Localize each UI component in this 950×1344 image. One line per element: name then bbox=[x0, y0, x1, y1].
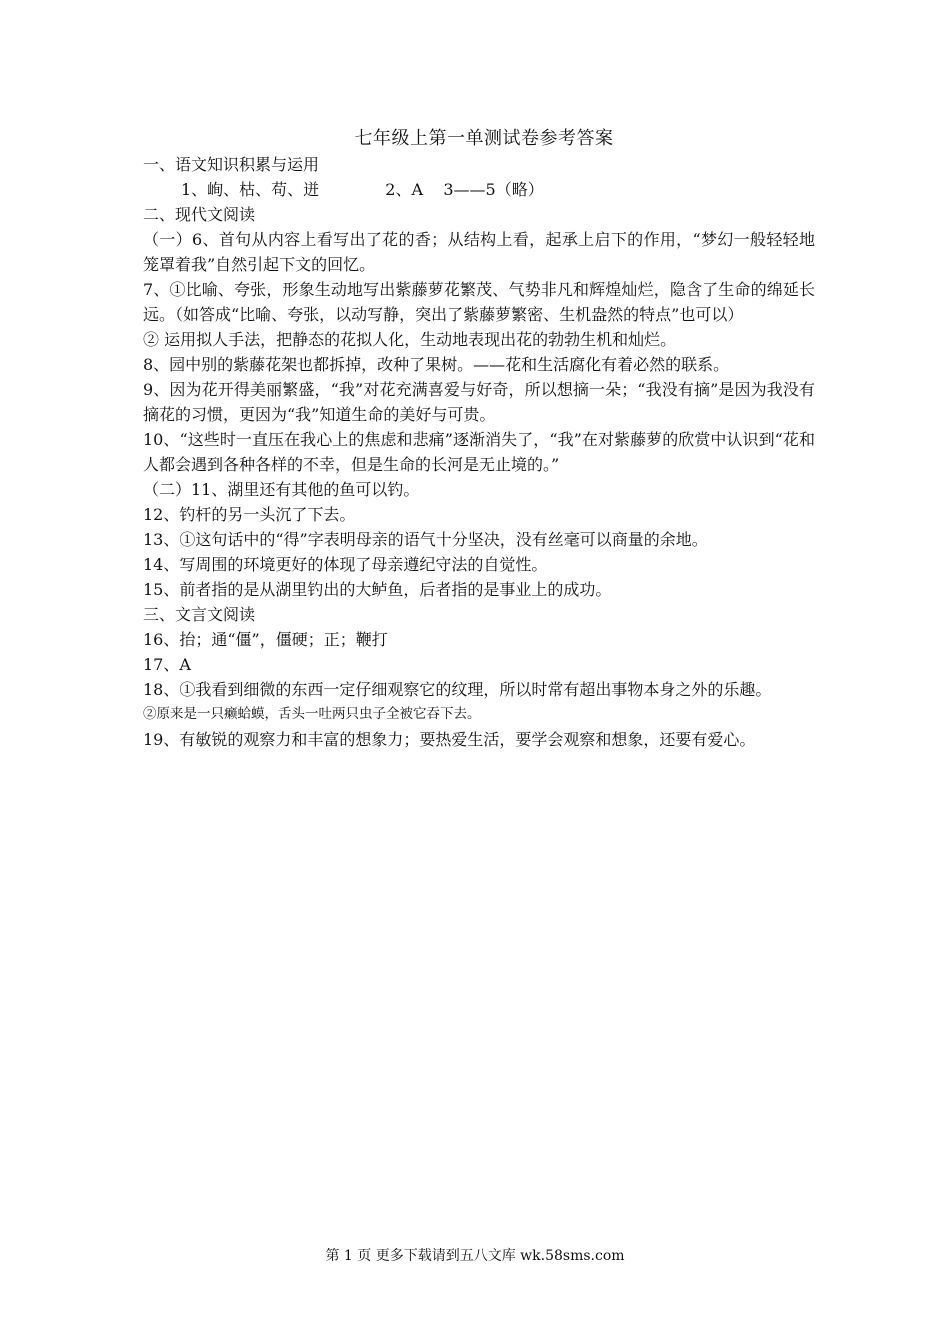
answer-q8: 8、园中别的紫藤花架也都拆掉，改种了果树。——花和生活腐化有着必然的联系。 bbox=[143, 355, 730, 374]
answer-sheet bbox=[143, 126, 815, 752]
answer-q10: 10、“这些时一直压在我心上的焦虑和悲痛”逐渐消失了，“我”在对紫藤萝的欣赏中认识到“花和人都会遇到各种各样的不幸，但是生命的长河是无止境的。” bbox=[143, 430, 815, 474]
page-footer: 第 1 页 更多下载请到五八文库 wk.58sms.com bbox=[325, 1248, 625, 1264]
answer-q6: （一）6、首句从内容上看写出了花的香；从结构上看，起承上启下的作用，“梦幻一般轻轻地笼罩着我”自然引起下文的回忆。 bbox=[143, 230, 815, 274]
answer-q18-part1: 18、①我看到细微的东西一定仔细观察它的纹理，所以时常有超出事物本身之外的乐趣。 bbox=[143, 680, 772, 699]
section-heading-2: 二、现代文阅读 bbox=[143, 205, 256, 224]
answer-q15: 15、前者指的是从湖里钓出的大鲈鱼，后者指的是事业上的成功。 bbox=[143, 580, 612, 599]
answer-q17: 17、A bbox=[143, 655, 191, 674]
answer-q7-part2: ② 运用拟人手法，把静态的花拟人化，生动地表现出花的勃勃生机和灿烂。 bbox=[143, 330, 677, 349]
answer-q11: （二）11、湖里还有其他的鱼可以钓。 bbox=[143, 480, 420, 499]
answer-q7-part1: 7、①比喻、夸张，形象生动地写出紫藤萝花繁茂、气势非凡和辉煌灿烂，隐含了生命的绵延长远。（如答成“比喻、夸张，以动写静，突出了紫藤萝繁密、生机盎然的特点”也可以） bbox=[143, 280, 815, 324]
section-heading-1: 一、语文知识积累与运用 bbox=[143, 155, 320, 174]
document-title: 七年级上第一单测试卷参考答案 bbox=[354, 128, 614, 149]
answers-1-5: 1、峋、枯、苟、迸 2、A 3——5（略） bbox=[181, 180, 544, 199]
answer-q12: 12、钓杆的另一头沉了下去。 bbox=[143, 505, 356, 524]
answer-q14: 14、写周围的环境更好的体现了母亲遵纪守法的自觉性。 bbox=[143, 555, 548, 574]
answer-q16: 16、抬；通“僵”，僵硬；正；鞭打 bbox=[143, 630, 388, 649]
section-heading-3: 三、文言文阅读 bbox=[143, 605, 256, 624]
answer-q13: 13、①这句话中的“得”字表明母亲的语气十分坚决，没有丝毫可以商量的余地。 bbox=[143, 530, 708, 549]
answer-q18-part2: ②原来是一只癞蛤蟆，舌头一吐两只虫子全被它吞下去。 bbox=[143, 706, 481, 722]
answer-q9: 9、因为花开得美丽繁盛，“我”对花充满喜爱与好奇，所以想摘一朵；“我没有摘”是因为我没有摘花的习惯，更因为“我”知道生命的美好与可贵。 bbox=[143, 380, 815, 424]
answer-q19: 19、有敏锐的观察力和丰富的想象力；要热爱生活，要学会观察和想象，还要有爱心。 bbox=[143, 730, 756, 749]
